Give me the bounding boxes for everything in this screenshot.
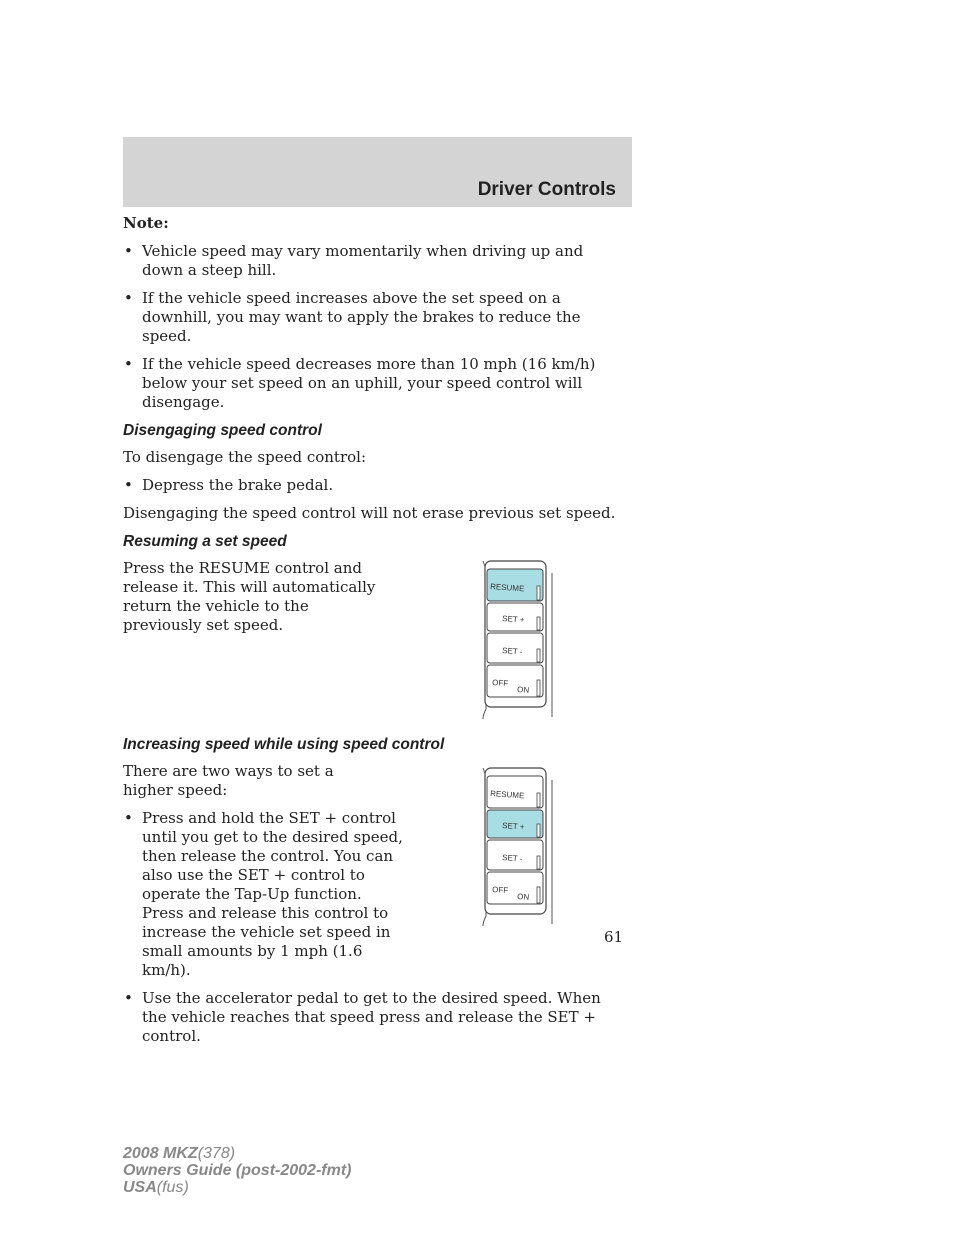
- increase-item-text: Press and hold the SET + control until you get to the desired speed, then release the control. You can also use the SET + control to operate the Tap-Up function. Press and release this control to increase the vehicle set speed in small amounts by 1 mph (1.6 km/h).: [142, 809, 403, 979]
- disengage-after: Disengaging the speed control will not erase previous set speed.: [123, 504, 616, 522]
- resume-text: Press the RESUME control and release it. This will automatically return the vehicle to the previously set speed.: [123, 559, 376, 634]
- set-plus-label: SET +: [501, 821, 525, 832]
- increase-item: [123, 809, 404, 980]
- note-text: Vehicle speed may vary momentarily when driving up and down a steep hill.: [142, 242, 584, 279]
- set-minus-label: SET -: [501, 853, 523, 864]
- disengage-item-text: Depress the brake pedal.: [142, 476, 334, 494]
- resume-label: RESUME: [489, 582, 525, 594]
- increase-block: [123, 762, 628, 980]
- header-band: [123, 137, 632, 207]
- bullet-glyph: •: [124, 476, 133, 494]
- footer-region: USA: [123, 1179, 157, 1196]
- disengage-heading: Disengaging speed control: [123, 422, 322, 439]
- note-text: If the vehicle speed decreases more than 10 mph (16 km/h) below your set speed on an uphill, your speed control will disengage.: [142, 355, 596, 411]
- footer: [123, 1145, 351, 1196]
- resume-label: RESUME: [489, 789, 525, 801]
- increase-intro: There are two ways to set a higher speed:: [123, 762, 334, 799]
- set-minus-label: SET -: [501, 646, 523, 657]
- speed-control-set-plus-illustration: [480, 766, 560, 926]
- increase-heading: Increasing speed while using speed control: [123, 736, 445, 753]
- section-title: Driver Controls: [477, 179, 616, 200]
- page-number: 61: [604, 928, 624, 946]
- footer-guide: Owners Guide (post-2002-fmt): [123, 1162, 352, 1179]
- bullet-glyph: •: [124, 242, 133, 260]
- resume-heading: Resuming a set speed: [123, 533, 287, 550]
- disengage-item: [123, 476, 628, 495]
- resume-block: [123, 559, 628, 735]
- off-label: OFF: [491, 678, 509, 689]
- footer-code: (378): [197, 1145, 236, 1162]
- on-label: ON: [516, 892, 530, 902]
- bullet-glyph: •: [124, 289, 133, 307]
- note-heading: Note:: [123, 214, 169, 232]
- page-content: [123, 214, 628, 1055]
- bullet-glyph: •: [124, 355, 133, 373]
- note-item: [123, 355, 628, 412]
- note-item: [123, 242, 628, 280]
- note-text: If the vehicle speed increases above the set speed on a downhill, you may want to apply the brakes to reduce the speed.: [142, 289, 581, 345]
- increase-item: [123, 989, 628, 1046]
- footer-model: 2008 MKZ: [123, 1145, 198, 1162]
- footer-region-code: (fus): [156, 1179, 189, 1196]
- disengage-intro: To disengage the speed control:: [123, 448, 366, 466]
- bullet-glyph: •: [124, 809, 133, 827]
- increase-item-text: Use the accelerator pedal to get to the desired speed. When the vehicle reaches that speed press and release the SET + control.: [142, 989, 601, 1045]
- bullet-glyph: •: [124, 989, 133, 1007]
- note-item: [123, 289, 628, 346]
- speed-control-resume-illustration: [480, 559, 560, 719]
- set-plus-label: SET +: [501, 614, 525, 625]
- off-label: OFF: [491, 885, 509, 896]
- on-label: ON: [516, 685, 530, 695]
